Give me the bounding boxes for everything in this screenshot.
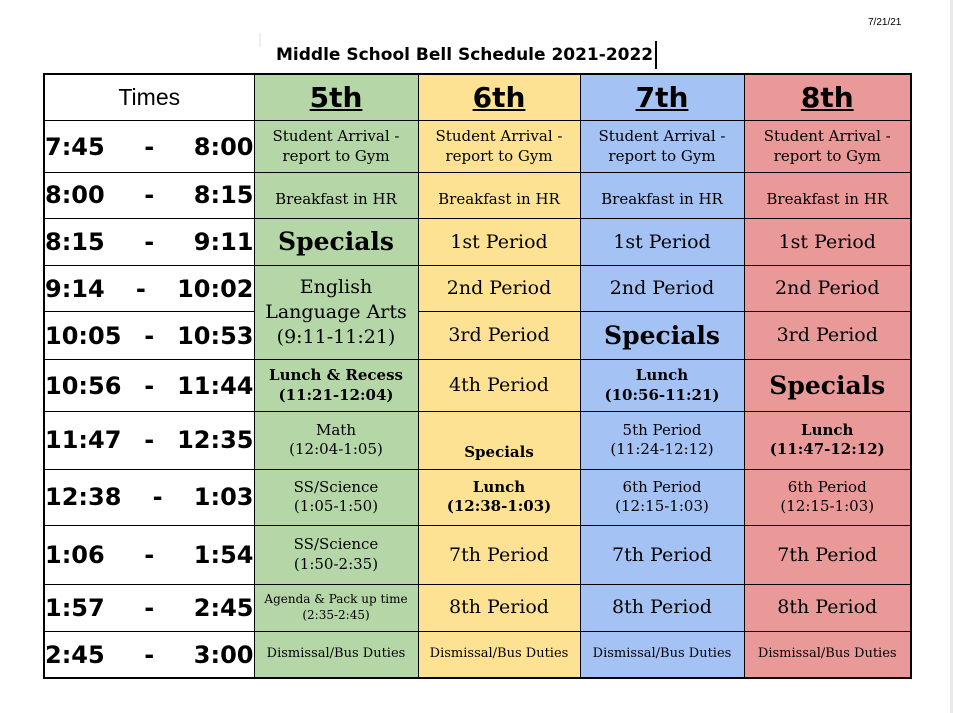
cell-lunch: Lunch & Recess (11:21-12:04) bbox=[254, 359, 418, 411]
table-row bbox=[44, 412, 911, 469]
cell-math: Math (12:04-1:05) bbox=[254, 412, 418, 469]
grade-7-header: 7th bbox=[580, 74, 744, 120]
cell-period: 4th Period bbox=[418, 359, 580, 411]
grade-8-header: 8th bbox=[744, 74, 911, 120]
page-title: Middle School Bell Schedule 2021-2022 bbox=[276, 41, 657, 69]
time-cell: 8:15 - 9:11 bbox=[44, 218, 254, 265]
cell-breakfast: Breakfast in HR bbox=[418, 173, 580, 218]
cell-period: 8th Period bbox=[580, 584, 744, 631]
cell-period: 7th Period bbox=[744, 526, 911, 584]
cell-ela: English Language Arts (9:11-11:21) bbox=[254, 266, 418, 360]
time-cell: 9:14 - 10:02 bbox=[44, 266, 254, 312]
table-row bbox=[44, 526, 911, 584]
cell-period: 5th Period (11:24-12:12) bbox=[580, 412, 744, 469]
cell-lunch: Lunch (11:47-12:12) bbox=[744, 412, 911, 469]
grade-5-header: 5th bbox=[254, 74, 418, 120]
grade-6-header: 6th bbox=[418, 74, 580, 120]
table-row bbox=[44, 173, 911, 218]
time-cell: 10:05 - 10:53 bbox=[44, 312, 254, 359]
cell-arrival: Student Arrival - report to Gym bbox=[254, 120, 418, 172]
cell-period: 6th Period (12:15-1:03) bbox=[580, 469, 744, 525]
time-cell: 12:38 - 1:03 bbox=[44, 469, 254, 525]
time-cell: 10:56 - 11:44 bbox=[44, 359, 254, 411]
cell-period: 2nd Period bbox=[418, 266, 580, 312]
cell-period: 8th Period bbox=[744, 584, 911, 631]
table-row bbox=[44, 266, 911, 312]
cell-period: 6th Period (12:15-1:03) bbox=[744, 469, 911, 525]
cell-period: 7th Period bbox=[418, 526, 580, 584]
table-row bbox=[44, 120, 911, 172]
table-row bbox=[44, 469, 911, 525]
cell-ss-science: SS/Science (1:50-2:35) bbox=[254, 526, 418, 584]
table-row bbox=[44, 584, 911, 631]
document-date: 7/21/21 bbox=[868, 17, 902, 28]
cell-arrival: Student Arrival - report to Gym bbox=[580, 120, 744, 172]
cell-period: 2nd Period bbox=[744, 266, 911, 312]
cell-period: 3rd Period bbox=[744, 312, 911, 359]
cell-period: 8th Period bbox=[418, 584, 580, 631]
times-header: Times bbox=[44, 74, 254, 120]
cell-period: 3rd Period bbox=[418, 312, 580, 359]
cell-breakfast: Breakfast in HR bbox=[744, 173, 911, 218]
cell-specials: Specials bbox=[254, 218, 418, 265]
time-cell: 7:45 - 8:00 bbox=[44, 120, 254, 172]
cell-specials: Specials bbox=[580, 312, 744, 359]
table-row bbox=[44, 312, 911, 359]
cell-dismissal: Dismissal/Bus Duties bbox=[744, 632, 911, 678]
cell-breakfast: Breakfast in HR bbox=[254, 173, 418, 218]
time-cell: 1:06 - 1:54 bbox=[44, 526, 254, 584]
bell-schedule-table bbox=[43, 73, 912, 679]
header-row bbox=[44, 74, 911, 120]
cell-dismissal: Dismissal/Bus Duties bbox=[580, 632, 744, 678]
table-row bbox=[44, 632, 911, 678]
cell-specials: Specials bbox=[744, 359, 911, 411]
cell-dismissal: Dismissal/Bus Duties bbox=[418, 632, 580, 678]
cell-period: 1st Period bbox=[580, 218, 744, 265]
cell-ss-science: SS/Science (1:05-1:50) bbox=[254, 469, 418, 525]
cell-agenda: Agenda & Pack up time (2:35-2:45) bbox=[254, 584, 418, 631]
cell-period: 7th Period bbox=[580, 526, 744, 584]
cell-dismissal: Dismissal/Bus Duties bbox=[254, 632, 418, 678]
cell-period: 2nd Period bbox=[580, 266, 744, 312]
table-row bbox=[44, 359, 911, 411]
cell-lunch: Lunch (12:38-1:03) bbox=[418, 469, 580, 525]
cell-breakfast: Breakfast in HR bbox=[580, 173, 744, 218]
cell-lunch: Lunch (10:56-11:21) bbox=[580, 359, 744, 411]
cell-arrival: Student Arrival - report to Gym bbox=[744, 120, 911, 172]
cell-arrival: Student Arrival - report to Gym bbox=[418, 120, 580, 172]
time-cell: 1:57 - 2:45 bbox=[44, 584, 254, 631]
cell-specials: Specials bbox=[418, 412, 580, 469]
cell-period: 1st Period bbox=[744, 218, 911, 265]
table-row bbox=[44, 218, 911, 265]
time-cell: 8:00 - 8:15 bbox=[44, 173, 254, 218]
cell-period: 1st Period bbox=[418, 218, 580, 265]
text-cursor-mark bbox=[259, 33, 261, 47]
time-cell: 2:45 - 3:00 bbox=[44, 632, 254, 678]
time-cell: 11:47 - 12:35 bbox=[44, 412, 254, 469]
